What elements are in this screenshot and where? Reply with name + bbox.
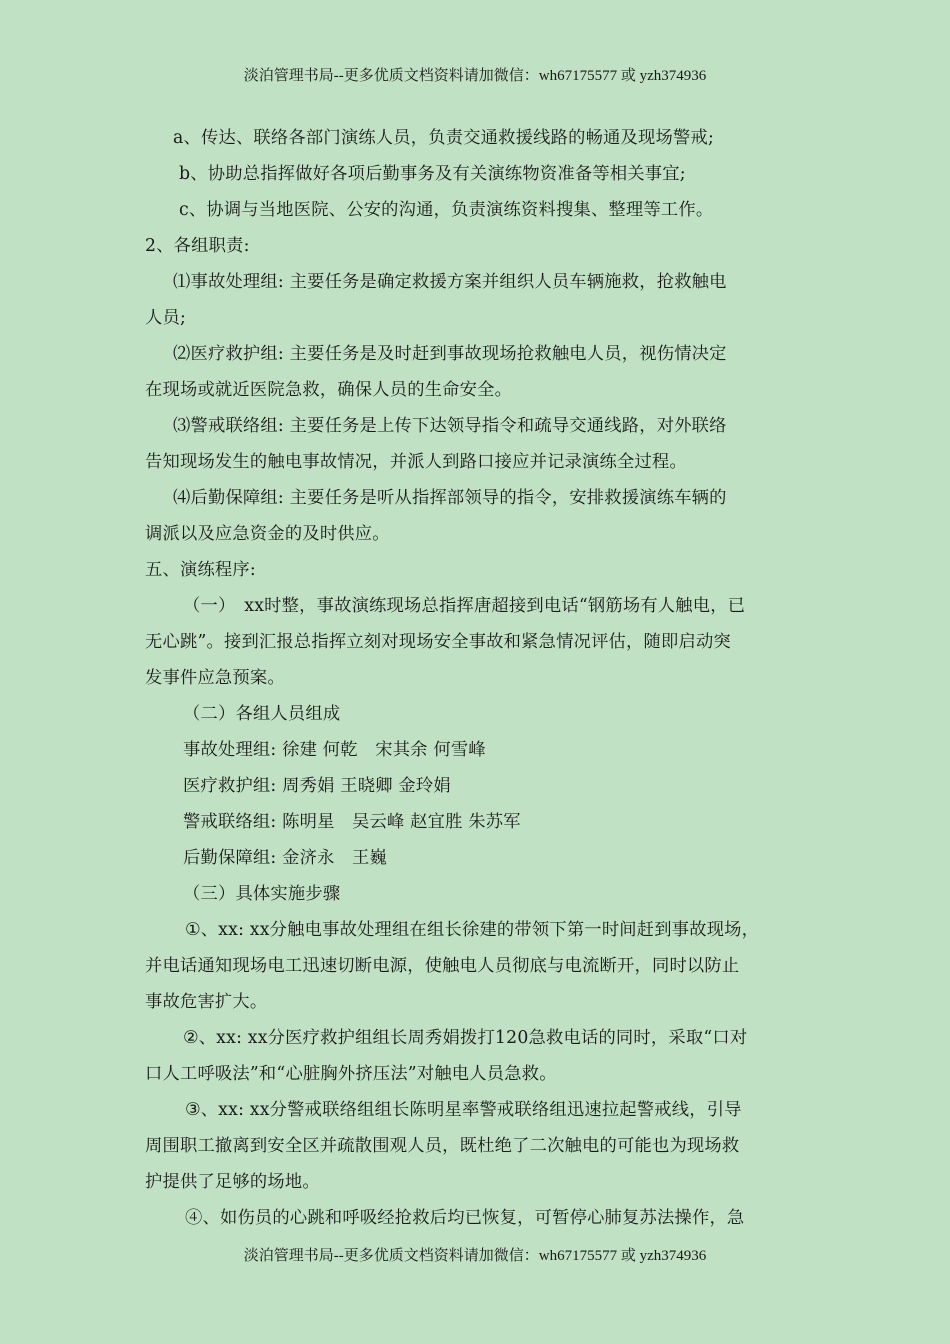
paragraph-line: ②、xx: xx分医疗救护组组长周秀娟拨打120急救电话的同时，采取“口对 (183, 1028, 748, 1048)
paragraph-line: 调派以及应急资金的及时供应。 (145, 524, 390, 544)
member-list-line: 警戒联络组: 陈明星 吴云峰 赵宜胜 朱苏军 (183, 812, 521, 832)
paragraph-line: 事故危害扩大。 (145, 992, 268, 1012)
paragraph-line: a、传达、联络各部门演练人员，负责交通救援线路的畅通及现场警戒; (173, 128, 714, 148)
paragraph-line: 发事件应急预案。 (145, 668, 285, 688)
paragraph-line: ④、如伤员的心跳和呼吸经抢救后均已恢复，可暂停心肺复苏法操作，急 (185, 1208, 745, 1228)
paragraph-line: 并电话通知现场电工迅速切断电源，使触电人员彻底与电流断开，同时以防止 (145, 956, 740, 976)
paragraph-line: c、协调与当地医院、公安的沟通，负责演练资料搜集、整理等工作。 (179, 200, 714, 220)
paragraph-line: b、协助总指挥做好各项后勤事务及有关演练物资准备等相关事宜; (179, 164, 686, 184)
paragraph-line: ⑷后勤保障组: 主要任务是听从指挥部领导的指令，安排救援演练车辆的 (173, 488, 727, 508)
section-heading: 2、各组职责: (145, 236, 250, 256)
page-header: 淡泊管理书局--更多优质文档资料请加微信：wh67175577 或 yzh374936 (243, 68, 707, 84)
paragraph-line: 人员; (145, 308, 186, 328)
member-list-line: 医疗救护组: 周秀娟 王晓卿 金玲娟 (183, 776, 451, 796)
paragraph-line: ⑶警戒联络组: 主要任务是上传下达领导指令和疏导交通线路，对外联络 (173, 416, 727, 436)
paragraph-line: ⑵医疗救护组: 主要任务是及时赶到事故现场抢救触电人员，视伤情决定 (173, 344, 727, 364)
paragraph-line: 在现场或就近医院急救，确保人员的生命安全。 (145, 380, 513, 400)
paragraph-line: 无心跳”。接到汇报总指挥立刻对现场安全事故和紧急情况评估，随即启动突 (145, 632, 731, 652)
paragraph-line: 护提供了足够的场地。 (145, 1172, 320, 1192)
member-list-line: 事故处理组: 徐建 何乾 宋其余 何雪峰 (183, 740, 486, 760)
paragraph-line: ①、xx: xx分触电事故处理组在组长徐建的带领下第一时间赶到事故现场， (185, 920, 760, 940)
page-footer: 淡泊管理书局--更多优质文档资料请加微信：wh67175577 或 yzh374936 (243, 1248, 707, 1264)
section-heading: 五、演练程序: (145, 560, 256, 580)
paragraph-line: 告知现场发生的触电事故情况，并派人到路口接应并记录演练全过程。 (145, 452, 687, 472)
document-body (145, 120, 817, 1236)
paragraph-line: 周围职工撤离到安全区并疏散围观人员，既杜绝了二次触电的可能也为现场救 (145, 1136, 740, 1156)
member-list-line: 后勤保障组: 金济永 王巍 (183, 848, 388, 868)
subsection-heading: （二）各组人员组成 (183, 704, 341, 724)
paragraph-line: ⑴事故处理组: 主要任务是确定救援方案并组织人员车辆施救，抢救触电 (173, 272, 727, 292)
paragraph-line: ③、xx: xx分警戒联络组组长陈明星率警戒联络组迅速拉起警戒线，引导 (185, 1100, 742, 1120)
subsection-heading: （三）具体实施步骤 (183, 884, 341, 904)
paragraph-line: （一） xx时整，事故演练现场总指挥唐超接到电话“钢筋场有人触电，已 (183, 596, 746, 616)
paragraph-line: 口人工呼吸法”和“心脏胸外挤压法”对触电人员急救。 (145, 1064, 557, 1084)
